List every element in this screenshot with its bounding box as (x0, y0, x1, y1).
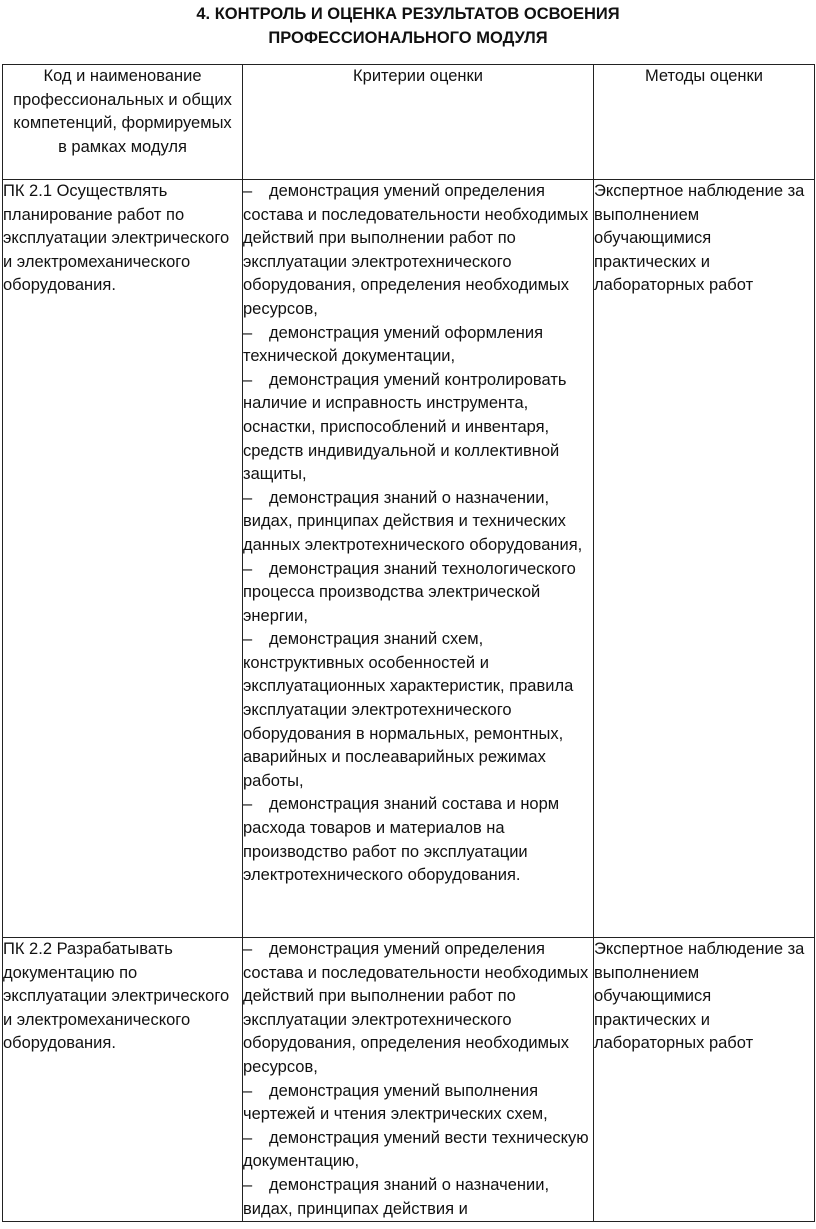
competence-cell: ПК 2.1 Осуществлять планирование работ по эксплуатации электрического и электромеханического оборудования. (3, 180, 243, 938)
heading-line-2: ПРОФЕССИОНАЛЬНОГО МОДУЛЯ (268, 29, 548, 47)
table-header-row (3, 65, 815, 180)
criteria-item: – демонстрация знаний схем, конструктивных особенностей и эксплуатационных характеристик, правила эксплуатации электротехнического оборудования в нормальных, ремонтных, аварийных и послеаварийных режимах работы, (243, 630, 574, 790)
section-heading (0, 2, 816, 50)
table-row (3, 938, 815, 1222)
header-methods: Методы оценки (594, 65, 815, 180)
assessment-table (2, 64, 815, 1222)
criteria-item: – демонстрация умений выполнения чертежей и чтения электрических схем, (243, 1081, 548, 1124)
criteria-cell (243, 180, 594, 938)
criteria-item: – демонстрация умений контролировать наличие и исправность инструмента, оснастки, приспособлений и инвентаря, средств индивидуальной и коллективной защиты, (243, 370, 567, 484)
criteria-item: – демонстрация знаний о назначении, видах, принципах действия и (243, 1175, 550, 1218)
criteria-item: – демонстрация умений вести техническую документацию, (243, 1128, 589, 1171)
criteria-item: – демонстрация умений оформления технической документации, (243, 323, 544, 366)
criteria-item: – демонстрация знаний состава и норм расхода товаров и материалов на производство работ по эксплуатации электротехнического оборудования. (243, 795, 560, 885)
criteria-item: – демонстрация знаний технологического процесса производства электрической энергии, (243, 559, 576, 625)
criteria-item: – демонстрация знаний о назначении, видах, принципах действия и технических данных электротехнического оборудования, (243, 488, 583, 554)
method-cell: Экспертное наблюдение за выполнением обучающимися практических и лабораторных работ (594, 180, 815, 938)
header-competencies: Код и наименование профессиональных и общих компетенций, формируемых в рамках модуля (3, 65, 243, 180)
criteria-item: – демонстрация умений определения состава и последовательности необходимых действий при выполнении работ по эксплуатации электротехнического оборудования, определения необходимых ресурсов, (243, 182, 589, 318)
criteria-cell (243, 938, 594, 1222)
competence-cell: ПК 2.2 Разрабатывать документацию по эксплуатации электрического и электромеханического оборудования. (3, 938, 243, 1222)
criteria-item: – демонстрация умений определения состава и последовательности необходимых действий при выполнении работ по эксплуатации электротехнического оборудования, определения необходимых ресурсов, (243, 940, 589, 1076)
heading-line-1: 4. КОНТРОЛЬ И ОЦЕНКА РЕЗУЛЬТАТОВ ОСВОЕНИЯ (196, 5, 620, 23)
table-row (3, 180, 815, 938)
header-criteria: Критерии оценки (243, 65, 594, 180)
method-cell: Экспертное наблюдение за выполнением обучающимися практических и лабораторных работ (594, 938, 815, 1222)
